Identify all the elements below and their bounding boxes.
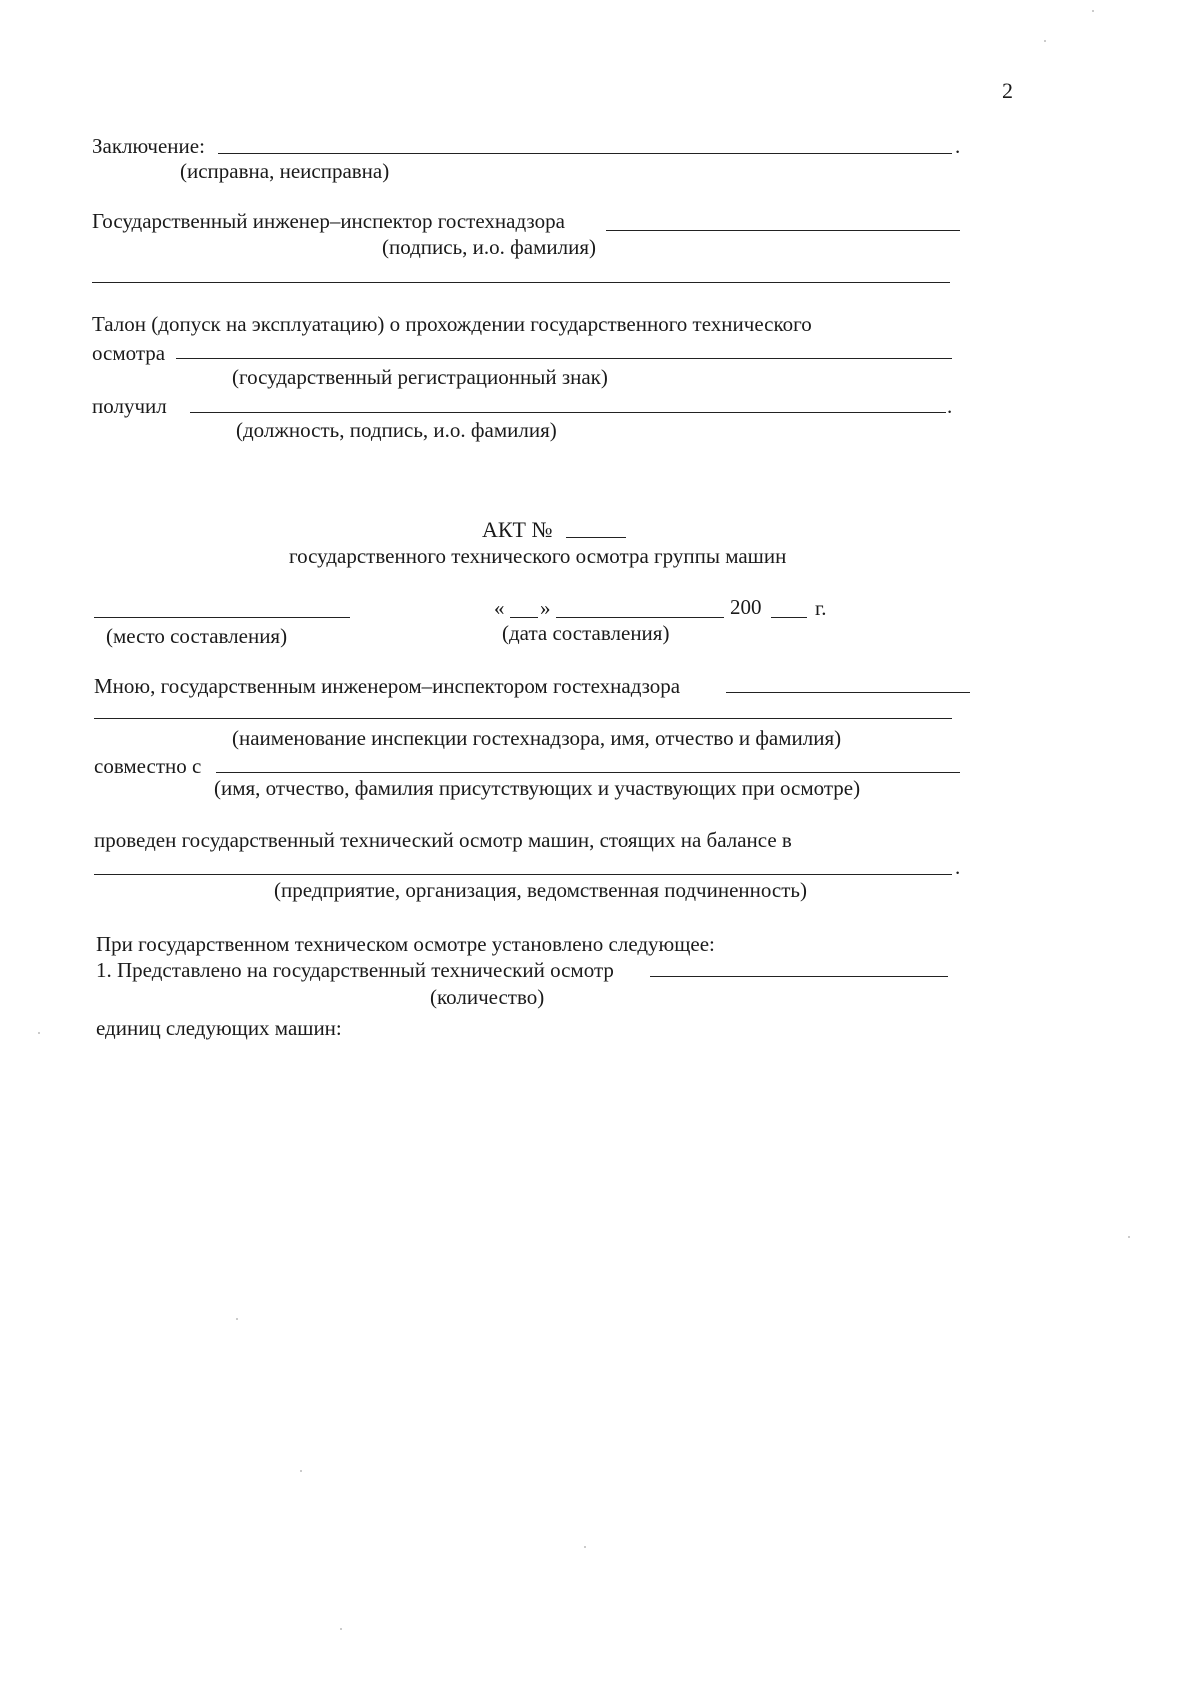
act-title: АКТ №	[482, 517, 553, 542]
date-open-quote: «	[494, 596, 505, 620]
inspector-caption: (подпись, и.о. фамилия)	[382, 235, 596, 259]
scan-speck	[1128, 1236, 1130, 1238]
year-suffix: г.	[815, 596, 827, 620]
quantity-caption: (количество)	[430, 985, 545, 1009]
period-mark: .	[955, 134, 961, 158]
participants-caption: (имя, отчество, фамилия присутствующих и участвующих при осмотре)	[214, 776, 861, 800]
scan-speck	[300, 1470, 302, 1472]
quantity-field-line[interactable]	[650, 976, 948, 977]
inspector-signature-line[interactable]	[606, 230, 960, 231]
page-number: 2	[1002, 78, 1013, 103]
act-number-line[interactable]	[566, 537, 626, 538]
period-mark: .	[947, 394, 953, 418]
act-subtitle: государственного технического осмотра группы машин	[289, 544, 787, 568]
inspector-label: Государственный инженер–инспектор гостехнадзора	[92, 209, 565, 233]
scan-speck	[236, 1318, 238, 1320]
received-label: получил	[92, 394, 167, 418]
inspector-name-line[interactable]	[726, 692, 970, 693]
conclusion-label: Заключение:	[92, 134, 205, 158]
place-field-line[interactable]	[94, 617, 350, 618]
established-text: При государственном техническом осмотре установлено следующее:	[96, 932, 715, 956]
scan-speck	[584, 1546, 586, 1548]
year-field-line[interactable]	[771, 617, 807, 618]
conducted-text: проведен государственный технический осмотр машин, стоящих на балансе в	[94, 828, 792, 852]
by-inspector-text: Мною, государственным инженером–инспектором гостехнадзора	[94, 674, 681, 698]
scan-speck	[1044, 40, 1046, 42]
organization-caption: (предприятие, организация, ведомственная подчиненность)	[274, 878, 807, 902]
place-caption: (место составления)	[106, 624, 288, 648]
registration-caption: (государственный регистрационный знак)	[232, 365, 608, 389]
participants-field-line[interactable]	[216, 772, 960, 773]
conclusion-field-line[interactable]	[218, 153, 952, 154]
talon-line-1: Талон (допуск на эксплуатацию) о прохождении государственного технического	[92, 312, 812, 336]
together-label: совместно с	[94, 754, 202, 778]
period-mark: .	[955, 855, 961, 879]
month-field-line[interactable]	[556, 617, 724, 618]
day-field-line[interactable]	[510, 617, 538, 618]
organization-field-line[interactable]	[94, 874, 952, 875]
extra-line[interactable]	[92, 282, 950, 283]
scan-speck	[38, 1032, 40, 1034]
scan-speck	[340, 1628, 342, 1630]
scan-speck	[1092, 10, 1094, 12]
date-caption: (дата составления)	[502, 621, 670, 645]
year-prefix: 200	[730, 595, 762, 619]
inspection-name-line[interactable]	[94, 718, 952, 719]
item-1-text: 1. Представлено на государственный технический осмотр	[96, 958, 614, 982]
received-caption: (должность, подпись, и.о. фамилия)	[236, 418, 557, 442]
received-field-line[interactable]	[190, 412, 946, 413]
units-text: единиц следующих машин:	[96, 1016, 342, 1040]
inspection-caption: (наименование инспекции гостехнадзора, имя, отчество и фамилия)	[232, 726, 842, 750]
registration-field-line[interactable]	[176, 358, 952, 359]
conclusion-caption: (исправна, неисправна)	[180, 159, 390, 183]
talon-line-2: осмотра	[92, 341, 166, 365]
date-close-quote: »	[540, 596, 551, 620]
